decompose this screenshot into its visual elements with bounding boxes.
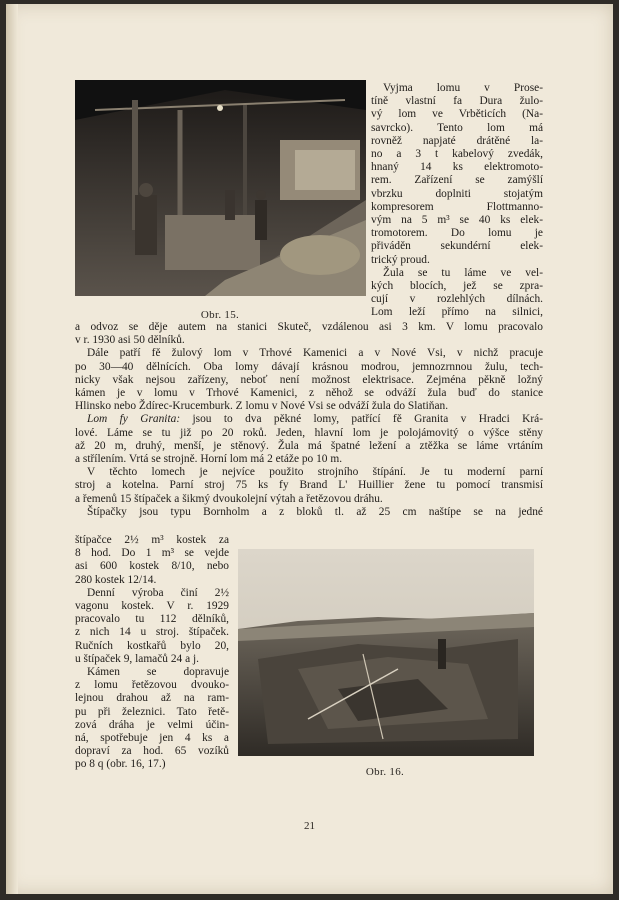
- figure-15-photo: [75, 80, 366, 296]
- figure-16-caption: Obr. 16.: [365, 766, 405, 778]
- text-line: tromotorem. Do lomu je: [371, 227, 543, 240]
- text-line: Kámen se dopravuje: [87, 666, 229, 679]
- text-line: rem. Zařízení se zamýšlí: [371, 174, 543, 187]
- text-line: dopraví za hod. 65 vozíků: [75, 745, 229, 758]
- text-line: z lomu řetězovou dvouko-: [75, 679, 229, 692]
- text-line: kých blocích, jež se zpra-: [371, 280, 543, 293]
- text-line: pracovalo tu 112 dělníků,: [75, 613, 229, 626]
- text-line: a odvoz se děje autem na stanici Skuteč, vzdálenou asi 3 km. V lomu pracovalo: [75, 321, 543, 333]
- text-line: štípačce 2½ m³ kostek za: [75, 534, 229, 546]
- text-line: lové. Láme se tu již po 20 roků. Jeden, hlavní lom je polojámovitý o výšce stěny: [75, 426, 543, 439]
- text-line: Lom leží přímo na silnici,: [371, 306, 543, 319]
- full-width-text: [75, 321, 543, 519]
- text-line: nicky však nejsou zařízeny, neboť není možnost elektrisace. Zejména pěkně ložný: [75, 373, 543, 386]
- figure-15-caption: Obr. 15.: [200, 309, 240, 321]
- left-column-text: [75, 534, 229, 772]
- text-line: vagonu kostek. V r. 1929: [75, 600, 229, 613]
- text-line: Denní výroba činí 2½: [87, 586, 229, 599]
- text-line: po 30—40 dělnících. Oba lomy dávají krásnou modrou, jemnozrnnou žulu, tech-: [75, 360, 543, 373]
- text-line: a řemenů 15 štípaček a šikmý dvoukolejní výtah a řetězovou dráhu.: [75, 492, 383, 505]
- text-line: Lom fy Granita: jsou to dva pěkné lomy, patřící fě Granita v Hradci Krá-: [87, 413, 543, 426]
- binding-edge: [6, 4, 18, 894]
- text-line: 8 hod. Do 1 m³ se vejde: [75, 547, 229, 560]
- text-line: tíně vlastní fa Dura žulo-: [371, 95, 543, 108]
- page-number: 21: [304, 820, 315, 832]
- text-line: zová dráha je velmi účin-: [75, 718, 229, 731]
- text-line: rovněž napjaté drátěné la-: [371, 134, 543, 147]
- text-line: Ručních kostkařů bylo 20,: [75, 639, 229, 652]
- right-column-text: [371, 82, 543, 320]
- text-line: V těchto lomech je nejvíce použito strojního štípání. Je tu moderní parní: [87, 466, 543, 479]
- text-line: a střílením. Vrtá se strojně. Horní lom má 2 etáže po 10 m.: [75, 453, 343, 466]
- text-line: lejnou drahou až na ram-: [75, 692, 229, 705]
- text-line: trický proud.: [371, 253, 430, 266]
- text-line: vým na 5 m³ se 40 ks elek-: [371, 214, 543, 227]
- text-line: vý lom ve Vrběticích (Na-: [371, 108, 543, 121]
- text-line: Žula se tu láme ve vel-: [383, 266, 543, 279]
- text-line: pu při železnici. Tato řetě-: [75, 705, 229, 718]
- text-line: ná, spotřebuje jen 4 ks a: [75, 732, 229, 745]
- text-line: Štípačky jsou typu Bornholm a z bloků tl. až 25 cm naštípe se na jedné: [87, 505, 543, 518]
- text-line: z nich 14 u stroj. štípaček.: [75, 626, 229, 639]
- figure-16-photo: [238, 549, 534, 756]
- text-line: až 20 m, druhý, menší, je stěnový. Žula má špatné ležení a ztěžka se láme vrtáním: [75, 439, 543, 452]
- text-line: Hlinsko nebo Ždírec-Krucemburk. Z lomu v Nové Vsi se odváží žula do Slatiňan.: [75, 400, 449, 413]
- text-line: kámen je v lomu v Trhové Kamenici, z něhož se odváží žula buď do stanice: [75, 387, 543, 400]
- text-line: u štípaček 9, lamačů 24 a j.: [75, 652, 199, 665]
- text-line: savrcko). Tento lom má: [371, 121, 543, 134]
- text-line: kompresorem Flottmanno-: [371, 200, 543, 213]
- text-line: po 8 q (obr. 16, 17.): [75, 758, 166, 771]
- text-line: vbrzku doplniti stojatým: [371, 187, 543, 200]
- text-line: hnaný 14 ks elektromoto-: [371, 161, 543, 174]
- text-line: v r. 1930 asi 50 dělníků.: [75, 334, 185, 347]
- text-line: Vyjma lomu v Prose-: [383, 82, 543, 94]
- text-line: 280 kostek 12/14.: [75, 573, 157, 586]
- text-line: no a 3 t kabelový zvedák,: [371, 148, 543, 161]
- text-line: stroj a kotelna. Parní stroj 75 ks fy Brand L' Huillier žene tu pomocí transmisí: [75, 479, 543, 492]
- text-line: cují v rozlehlých dílnách.: [371, 293, 543, 306]
- text-line: asi 600 kostek 8/10, nebo: [75, 560, 229, 573]
- text-line: přiváděn sekundérní elek-: [371, 240, 543, 253]
- text-line: Dále patří fě žulový lom v Trhové Kamenici a v Nové Vsi, v nichž pracuje: [87, 347, 543, 360]
